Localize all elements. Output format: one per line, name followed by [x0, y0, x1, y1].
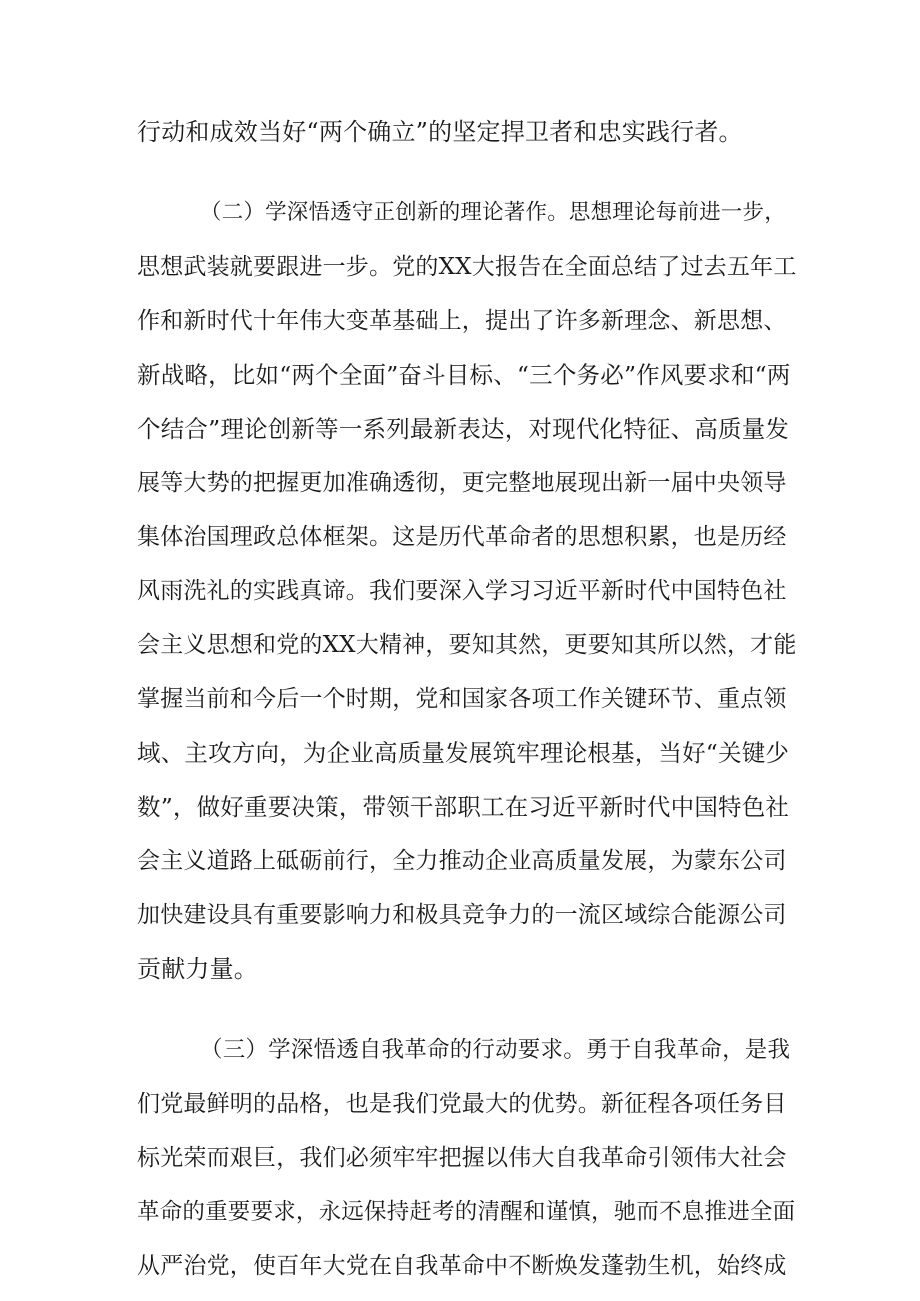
text-line: 风雨洗礼的实践真谛。我们要深入学习习近平新时代中国特色社 [137, 578, 787, 604]
text-line: 们党最鲜明的品格，也是我们党最大的优势。新征程各项任务目 [137, 1091, 787, 1117]
text-line: （二）学深悟透守正创新的理论著作。思想理论每前进一步， [200, 200, 786, 225]
text-line: 集体治国理政总体框架。这是历代革命者的思想积累，也是历经 [137, 524, 787, 550]
text-line: 会主义思想和党的XX大精神，要知其然，更要知其所以然，才能 [137, 632, 797, 658]
text-line: 新战略，比如“两个全面”奋斗目标、“三个务必”作风要求和“两 [137, 361, 791, 389]
text-line: 作和新时代十年伟大变革基础上，提出了许多新理念、新思想、 [137, 308, 787, 334]
text-line: 域、主攻方向，为企业高质量发展筑牢理论根基，当好“关键少 [137, 739, 790, 767]
text-line: 会主义道路上砥砺前行，全力推动企业高质量发展，为蒙东公司 [137, 848, 787, 874]
text-line: 标光荣而艰巨，我们必须牢牢把握以伟大自我革命引领伟大社会 [137, 1145, 787, 1171]
text-line: （三）学深悟透自我革命的行动要求。勇于自我革命，是我 [200, 1037, 791, 1063]
text-line: 行动和成效当好“两个确立”的坚定捍卫者和忠实践行者。 [137, 118, 743, 146]
text-line: 贡献力量。 [137, 955, 258, 983]
text-line: 掌握当前和今后一个时期，党和国家各项工作关键环节、重点领 [137, 686, 787, 712]
text-line: 数”，做好重要决策，带领干部职工在习近平新时代中国特色社 [137, 793, 790, 821]
text-line: 展等大势的把握更加准确透彻，更完整地展现出新一届中央领导 [137, 470, 787, 496]
text-line: 加快建设具有重要影响力和极具竞争力的一流区域综合能源公司 [137, 902, 787, 928]
text-line: 个结合”理论创新等一系列最新表达，对现代化特征、高质量发 [137, 415, 790, 443]
text-line: 革命的重要要求，永远保持赶考的清醒和谨慎，驰而不息推进全面 [137, 1199, 796, 1225]
text-line: 思想武装就要跟进一步。党的XX大报告在全面总结了过去五年工 [137, 254, 797, 280]
text-line: 从严治党，使百年大党在自我革命中不断焕发蓬勃生机，始终成 [137, 1253, 787, 1279]
